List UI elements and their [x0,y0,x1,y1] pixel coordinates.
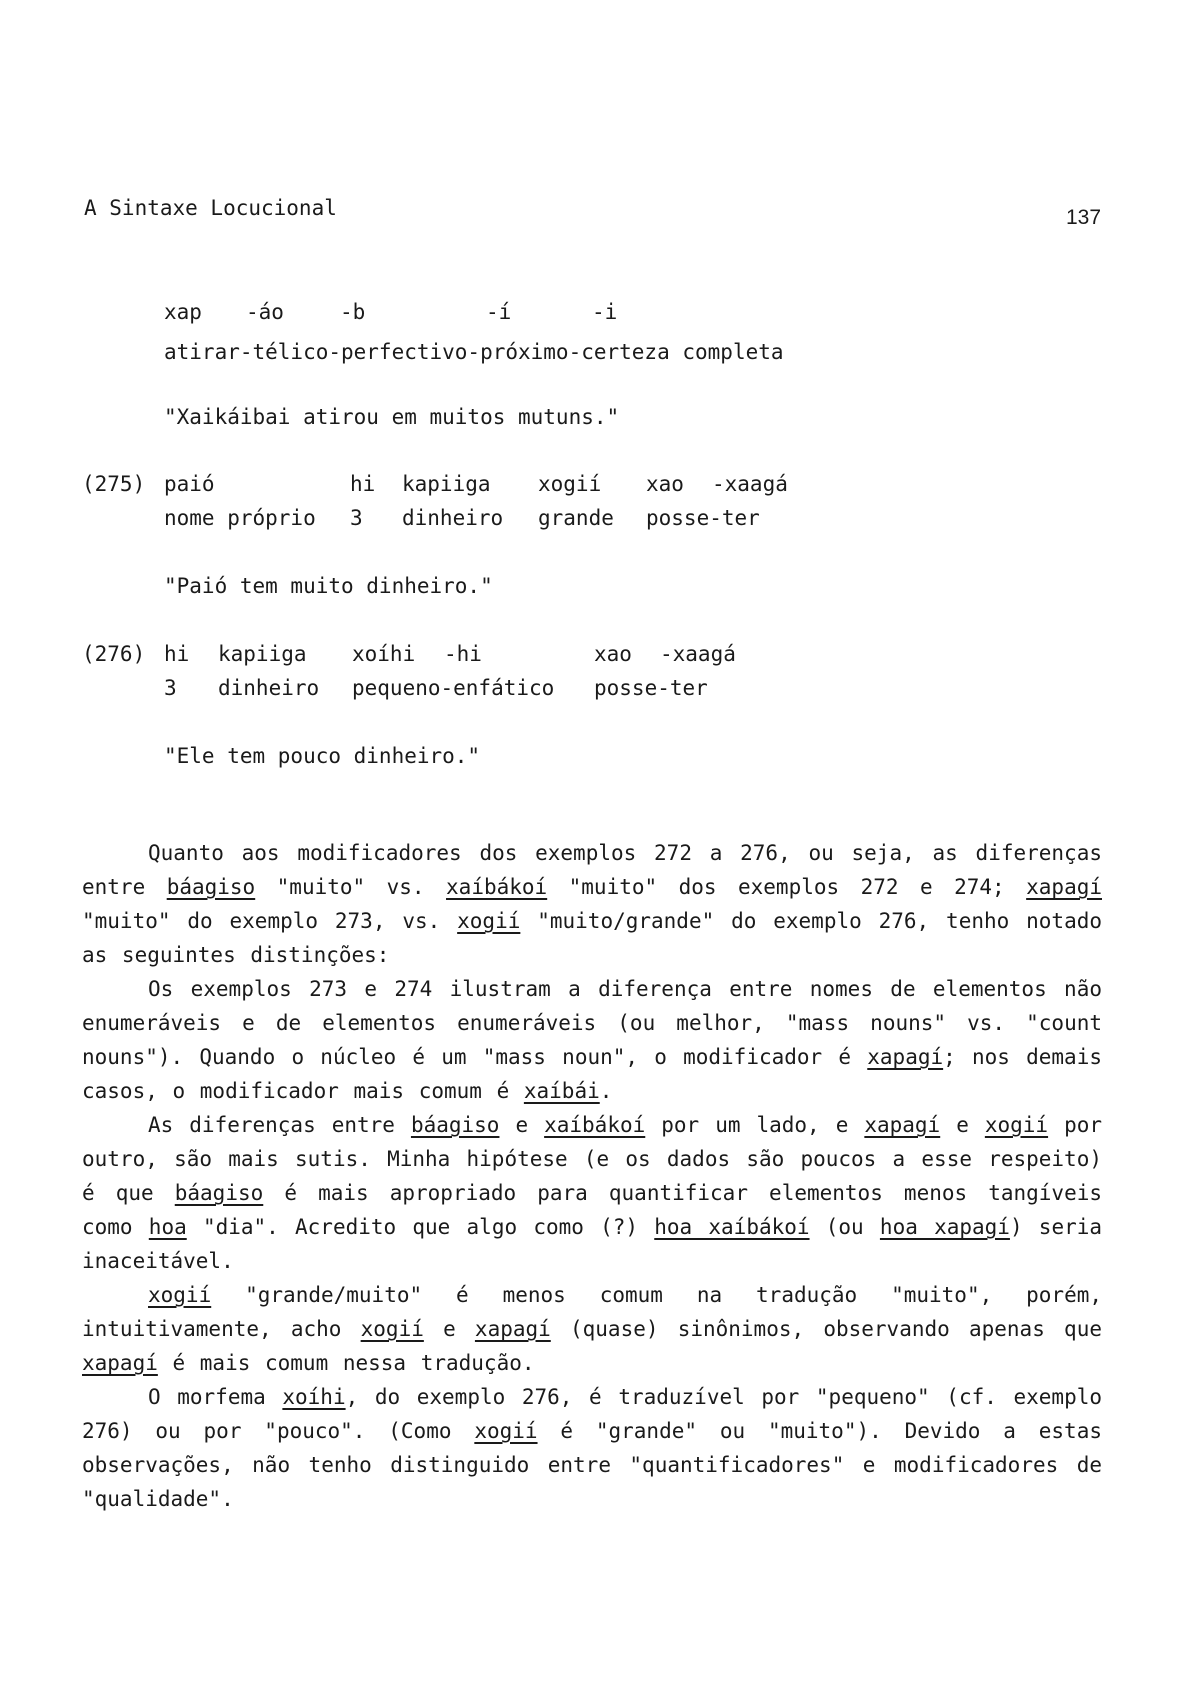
underlined-term: báagiso [410,1113,500,1137]
underlined-term: xaíbákoí [446,875,548,899]
underlined-term: báagiso [174,1181,264,1205]
morpheme: xap [164,300,202,324]
text: é mais apropriado para quantificar elementos menos tangíveis como [82,1181,1103,1239]
text: é "grande" ou "muito"). Devido a estas observações, não tenho distinguido entre "quantificadores" e modificadores de "qualidade". [82,1419,1102,1511]
text: O morfema [148,1385,283,1409]
text: As diferenças entre [148,1113,411,1137]
text: Os exemplos 273 e 274 ilustram a diferença entre nomes de elementos não enumeráveis e de elementos enumeráveis (ou melhor, "mass nouns" vs. "count nouns"). Quando o núcleo é um "mass noun", o modificador é [82,977,1102,1069]
word: -hi [444,642,482,666]
morpheme: -í [486,300,512,324]
text: , do exemplo 276, é traduzível por "pequeno" (cf. exemplo 276) ou por "pouco". (Como [82,1385,1102,1443]
gloss: 3 [350,506,363,530]
word: xao [594,642,632,666]
word: hi [350,472,376,496]
underlined-term: báagiso [166,875,256,899]
word: xoíhi [352,642,416,666]
word: -xaagá [660,642,736,666]
paragraph-4 [82,1278,1102,1380]
gloss: grande [538,506,614,530]
gloss: 3 [164,676,177,700]
underlined-term: xaíbái [523,1079,600,1103]
text: "grande/muito" é menos comum na tradução "muito", porém, intuitivamente, acho [82,1283,1102,1341]
word: kapiiga [402,472,491,496]
page-number: 137 [1066,206,1102,229]
gloss: dinheiro [402,506,504,530]
word: xao [646,472,684,496]
word: -xaagá [712,472,788,496]
free-translation: "Paió tem muito dinheiro." [164,574,493,598]
text: e [499,1113,545,1137]
paragraph-5 [82,1380,1102,1516]
gloss-line: atirar-télico-perfectivo-próximo-certeza completa [164,340,784,364]
text: . [599,1079,613,1103]
underlined-term: xapagí [474,1317,551,1341]
underlined-term: xogií [457,909,521,933]
text: por outro, são mais sutis. Minha hipótese (e os dados são poucos a esse respeito) é que [82,1113,1103,1205]
text: (quase) sinônimos, observando apenas que [550,1317,1102,1341]
morpheme: -i [592,300,618,324]
free-translation: "Ele tem pouco dinheiro." [164,744,481,768]
gloss: pequeno-enfático [352,676,555,700]
underlined-term: xoíhi [282,1385,346,1409]
example-number: (276) [82,642,146,666]
text: e [423,1317,475,1341]
underlined-term: xapagí [864,1113,941,1137]
paragraph-2 [82,972,1102,1108]
text: "muito/grande" do exemplo 276, tenho notado as seguintes distinções: [82,909,1103,967]
word: hi [164,642,190,666]
word: xogií [538,472,602,496]
paragraph-3 [82,1108,1102,1278]
text: "muito" do exemplo 273, vs. [82,909,458,933]
underlined-term: hoa xapagí [879,1215,1010,1239]
free-translation: "Xaikáibai atirou em muitos mutuns." [164,405,620,429]
underlined-term: hoa xaíbákoí [654,1215,810,1239]
text: ) seria inaceitável. [82,1215,1103,1273]
text: é mais comum nessa tradução. [157,1351,535,1375]
underlined-term: xogií [984,1113,1049,1137]
underlined-term: xogií [360,1317,424,1341]
text: "muito" vs. [255,875,447,899]
text: "muito" dos exemplos 272 e 274; [547,875,1027,899]
text: por um lado, e [645,1113,865,1137]
underlined-term: xaíbákoí [544,1113,646,1137]
gloss: dinheiro [218,676,320,700]
underlined-term: xapagí [82,1351,158,1375]
underlined-term: hoa [148,1215,187,1239]
underlined-term: xapagí [867,1045,944,1069]
word: paió [164,472,215,496]
underlined-term: xapagí [1026,875,1102,899]
word: kapiiga [218,642,307,666]
text: ; nos demais casos, o modificador mais comum é [82,1045,1102,1103]
example-number: (275) [82,472,146,496]
gloss: posse-ter [646,506,760,530]
underlined-term: xogií [474,1419,538,1443]
text: (ou [809,1215,880,1239]
text: "dia". Acredito que algo como (?) [186,1215,655,1239]
running-header: A Sintaxe Locucional [84,196,337,220]
morpheme: -áo [246,300,284,324]
text: e [940,1113,985,1137]
morpheme: -b [340,300,366,324]
text: Quanto aos modificadores dos exemplos 272 a 276, ou seja, as diferenças entre [82,841,1102,899]
underlined-term: xogií [148,1283,212,1307]
gloss: posse-ter [594,676,708,700]
gloss: nome próprio [164,506,316,530]
paragraph-1 [82,836,1102,972]
